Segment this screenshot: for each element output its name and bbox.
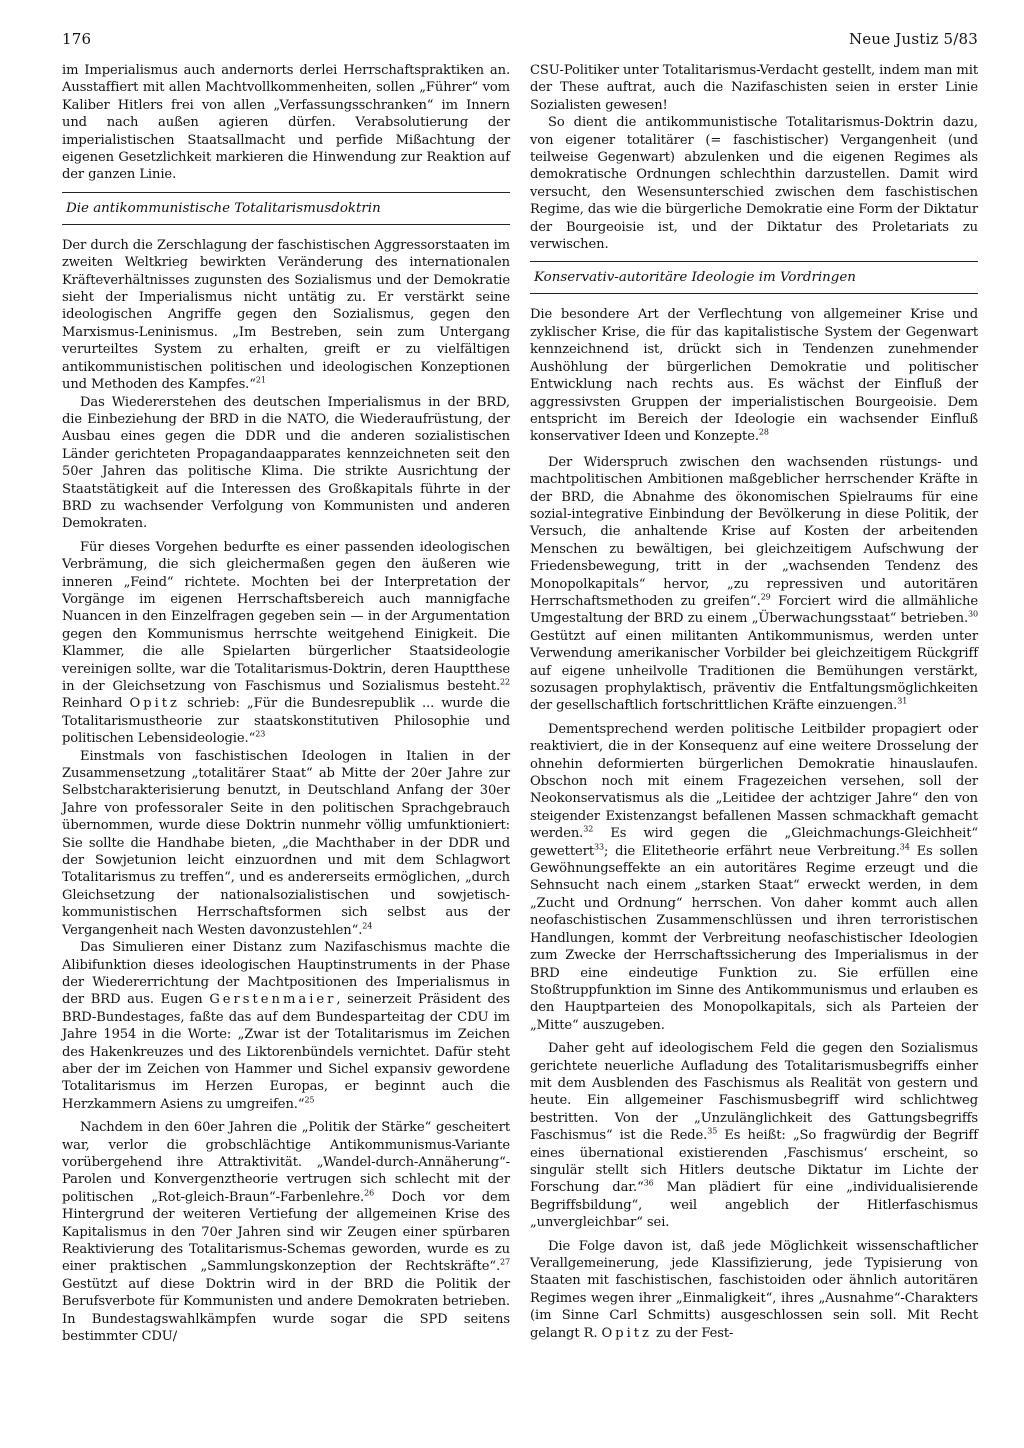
paragraph: So dient die antikommunistische Totalitarismus-Doktrin dazu, von eigener totalitärer (= faschistischer) Vergangenheit (und teilweise Gegenwart) abzulenken und die eigenen Regimes als demokratische Ordnungen schlechthin darzustellen. Damit wird versucht, den Wesensunterschied zwischen dem faschistischen Regime, das wie die bürgerliche Demokratie eine Form der Diktatur der Bourgeoisie ist, und der Diktatur des Proletariats zu verwischen. <box>530 115 979 253</box>
paragraph: Einstmals von faschistischen Ideologen in Italien in der Zusammensetzung „totalitärer Staat“ ab Mitte der 20er Jahre zur Selbstcharakterisierung benutzt, in Deutschland Anfang der 30er Jahre von professoraler Seite in den politischen Sprachgebrauch übernommen, wurde diese Doktrin nunmehr völlig umfunktioniert: Sie sollte die Handhabe bieten, „die Machthaber in der DDR und der Sowjetunion leicht einzuordnen und mit dem Schlagwort Totalitarismus zu treffen“, und es andererseits ermöglichen, „durch Gleichsetzung der nationalsozialistischen und sowjetisch-kommunistischen Herrschaftsformen sich selbst aus der Vergangenheit nach Westen davonzustehlen“.$^{24}$ <box>62 748 510 938</box>
paragraph: Die Folge davon ist, daß jede Möglichkeit wissenschaftlicher Verallgemeinerung, jede Klassifizierung, jede Typisierung von Staaten mit faschistischen, faschistoiden oder ähnlich autoritären Regimes wegen ihrer „Einmaligkeit“, ihres „Ausnahme“-Charakters (im Sinne Carl Schmitts) ausgeschlossen sein soll. Mit Recht gelangt R. Opitz zu der Fest- <box>530 1238 978 1341</box>
footnote-ref: 29 <box>760 592 771 602</box>
page-header <box>62 30 978 60</box>
footnote-ref: 21 <box>255 375 266 385</box>
footnote-ref: 25 <box>304 1095 315 1105</box>
paragraph: Daher geht auf ideologischem Feld die gegen den Sozialismus gerichtete neuerliche Aufladung des Totalitarismusbegriffs einher mit dem Ausblenden des Faschismus als Realität von gestern und heute. Ein allgemeiner Faschismusbegriff wird schlichtweg bestritten. Von der „Unzulänglichkeit des Gattungsbegriffs Faschismus“ ist die Rede.$^{35}$ Es heißt: „So fragwürdig der Begriff eines übernational existierenden ‚Faschismus‘ erscheint, so singulär stellt sich Hitlers deutsche Diktatur im Lichte der Forschung dar.“$^{36}$ Man plädiert für eine „individualisierende Begriffsbildung“, weil angeblich der Hitlerfaschismus „unvergleichbar“ sei. <box>530 1041 979 1231</box>
section-heading: Konservativ-autoritäre Ideologie im Vordringen <box>530 261 978 294</box>
paragraph: im Imperialismus auch andernorts derlei Herrschaftspraktiken an. Ausstaffiert mit allen Machtvollkommenheiten, sollen „Führer“ vom Kaliber Hitlers frei von allen „Verfassungsschranken“ im Innern und nach außen agieren dürfen. Verabsolutierung der imperialistischen Staatsallmacht und perfide Mißachtung der eigenen Gesetzlichkeit markieren die Hinwendung zur Reaktion auf der ganzen Linie. <box>62 63 510 183</box>
footnote-ref: 35 <box>707 1126 718 1136</box>
paragraph: Die besondere Art der Verflechtung von allgemeiner Krise und zyklischer Krise, die für das kapitalistische System der Gegenwart kennzeichnend ist, drückt sich in Tendenzen zunehmender Aushöhlung der bürgerlichen Demokratie und politischer Entwicklung nach rechts aus. Es wächst der Einfluß der aggressivsten Gruppen der imperialistischen Bourgeoisie. Dem entspricht im Bereich der Ideologie ein wachsender Einfluß konservativer Ideen und Konzepte.$^{28}$ <box>530 307 978 445</box>
paragraph: Das Simulieren einer Distanz zum Nazifaschismus machte die Alibifunktion dieses ideologischen Hauptinstruments in der Phase der Wiedererrichtung der Machtpositionen des Imperialismus in der BRD aus. Eugen Gerstenmaier, seinerzeit Präsident des BRD-Bundestages, faßte das auf dem Bundesparteitag der CDU im Jahre 1954 in die Worte: „Zwar ist der Totalitarismus im Zeichen des Hakenkreuzes und des Liktorenbündels vernichtet. Dafür steht aber der im Zeichen von Hammer und Sichel expansiv gewordene Totalitarismus im Herzen Europas, er beginnt auch die Herzkammern Asiens zu umgreifen.“$^{25}$ <box>62 940 511 1112</box>
footnote-ref: 33 <box>593 842 604 852</box>
footnote-ref: 31 <box>897 697 908 707</box>
footnote-ref: 34 <box>899 842 910 852</box>
footnote-ref: 22 <box>500 677 510 687</box>
footnote-ref: 27 <box>500 1258 510 1268</box>
footnote-ref: 36 <box>643 1179 654 1189</box>
text-columns <box>62 62 978 1345</box>
right-column <box>530 62 978 1345</box>
paragraph: Dementsprechend werden politische Leitbilder propagiert oder reaktiviert, die in der Konsequenz auf eine weitere Drosselung der ohnehin deformierten bürgerlichen Demokratie hinauslaufen. Obschon noch mit einem Fragezeichen versehen, soll der Neokonservatismus als die „Leitidee der achtziger Jahre“ den von steigender Existenzangst befallenen Massen schmackhaft gemacht werden.$^{32}$ Es wird gegen die „Gleichmachungs-Gleichheit“ gewettert$^{33}$; die Elitetheorie erfährt neue Verbreitung.$^{34}$ Es sollen Gewöhnungseffekte an ein autoritäres Regime erzeugt und die Sehnsucht nach einem „starken Staat“ erweckt werden, in dem „Zucht und Ordnung“ herrschen. Von daher kommt auch allen neofaschistischen Zusammenschlüssen und ihren terroristischen Handlungen, kommt der Verbreitung neofaschistischer Ideologien zum Zwecke der Herrschaftssicherung des Imperialismus in der BRD eine eindeutige Funktion zu. Sie erfüllen eine Stoßtruppfunktion im Sinne des Antikommunismus und erlauben es den Hauptparteien des Monopolkapitals, sich als Parteien der „Mitte“ auszugeben. <box>530 721 979 1033</box>
paragraph: Der durch die Zerschlagung der faschistischen Aggressorstaaten im zweiten Weltkrieg bewirkten Veränderung des internationalen Kräfteverhältnisses zugunsten des Sozialismus und der Demokratie sieht der Imperialismus nicht untätig zu. Er verstärkt seine ideologischen Angriffe gegen den Sozialismus, gegen den Marxismus-Leninismus. „Im Bestreben, sein zum Untergang verurteiltes System zu erhalten, greift er zu vielfältigen antikommunistischen politischen und ideologischen Konzeptionen und Methoden des Kampfes.“$^{21}$ <box>62 237 510 393</box>
footnote-ref: 32 <box>583 824 594 834</box>
footnote-ref: 23 <box>255 729 266 739</box>
left-column <box>62 62 510 1345</box>
paragraph: CSU-Politiker unter Totalitarismus-Verdacht gestellt, indem man mit der These auftrat, auch die Nazifaschisten seien in erster Linie Sozialisten gewesen! <box>530 63 978 113</box>
footnote-ref: 24 <box>362 921 373 931</box>
paragraph: Der Widerspruch zwischen den wachsenden rüstungs- und machtpolitischen Ambitionen maßgeblicher herrschender Kräfte in der BRD, die Abnahme des ökonomischen Spielraums für eine sozial-integrative Einbindung der Bevölkerung in diese Politik, der Versuch, die anhaltende Krise auf Kosten der arbeitenden Menschen zu bewältigen, bei gleichzeitigem Aufschwung der Friedensbewegung, tritt in der „wachsenden Tendenz des Monopolkapitals“ hervor, „zu repressiven und autoritären Herrschaftsmethoden zu greifen“.$^{29}$ Forciert wird die allmähliche Umgestaltung der BRD zu einem „Überwachungsstaat“ betrieben.$^{30}$ Gestützt auf einen militanten Antikommunismus, werden unter Verwendung amerikanischer Vorbilder bei gleichzeitigem Rückgriff auf eigene unheilvolle Traditionen die Bemühungen verstärkt, sozusagen prophylaktisch, präventiv die Entfaltungsmöglichkeiten der gesellschaftlich fortschrittlichen Kräfte einzuengen.$^{31}$ <box>530 454 979 714</box>
paragraph: Das Wiedererstehen des deutschen Imperialismus in der BRD, die Einbeziehung der BRD in die NATO, die Wiederaufrüstung, der Ausbau eines gegen die DDR und die anderen sozialistischen Länder gerichteten Propagandaapparates kennzeichneten seit den 50er Jahren das politische Klima. Die strikte Ausrichtung der Staatstätigkeit auf die Interessen des Großkapitals führte in der BRD zu wachsender Verfolgung von Kommunisten und anderen Demokraten. <box>62 394 510 532</box>
journal-issue: Neue Justiz 5/83 <box>848 30 978 48</box>
paragraph: Nachdem in den 60er Jahren die „Politik der Stärke“ gescheitert war, verlor die grobschlächtige Antikommunismus-Variante vorübergehend ihre Attraktivität. „Wandel-durch-Annäherung“-Parolen und Konvergenztheorie vertrugen sich schlecht mit der politischen „Rot-gleich-Braun“-Farbenlehre.$^{26}$ Doch vor dem Hintergrund der weiteren Vertiefung der allgemeinen Krise des Kapitalismus in den 70er Jahren sind wir Zeugen einer spürbaren Reaktivierung des Totalitarismus-Schemas geworden, wurde es zu einer praktischen „Sammlungskonzeption der Rechtskräfte“.$^{27}$ Gestützt auf diese Doktrin wird in der BRD die Politik der Berufsverbote für Kommunisten und andere Demokraten betrieben. In Bundestagswahlkämpfen wurde sogar die SPD seitens bestimmter CDU/ <box>62 1120 511 1345</box>
page-number: 176 <box>62 30 92 48</box>
footnote-ref: 30 <box>968 610 978 620</box>
spaced-name: Gerstenmaier <box>209 992 337 1008</box>
footnote-ref: 26 <box>364 1188 375 1198</box>
spaced-name: Opitz <box>129 696 180 712</box>
footnote-ref: 28 <box>758 427 769 437</box>
paragraph: Für dieses Vorgehen bedurfte es einer passenden ideologischen Verbrämung, die sich gleichermaßen gegen den äußeren wie inneren „Feind“ richtete. Mochten bei der Interpretation der Vorgänge im eigenen Herrschaftsbereich auch mannigfache Nuancen in den Einzelfragen gegeben sein — in der Argumentation gegen den Kommunismus herrschte weitgehend Einigkeit. Die Klammer, die alle Spielarten bürgerlicher Staatsideologie vereinigen sollte, war die Totalitarismus-Doktrin, deren Hauptthese in der Gleichsetzung von Faschismus und Sozialismus besteht.$^{22}$ Reinhard Opitz schrieb: „Für die Bundesrepublik ... wurde die Totalitarismustheorie zur staatskonstitutiven Philosophie und politischen Lebensideologie.“$^{23}$ <box>62 539 511 747</box>
spaced-name: Opitz <box>601 1325 652 1341</box>
section-heading: Die antikommunistische Totalitarismusdoktrin <box>62 192 510 225</box>
